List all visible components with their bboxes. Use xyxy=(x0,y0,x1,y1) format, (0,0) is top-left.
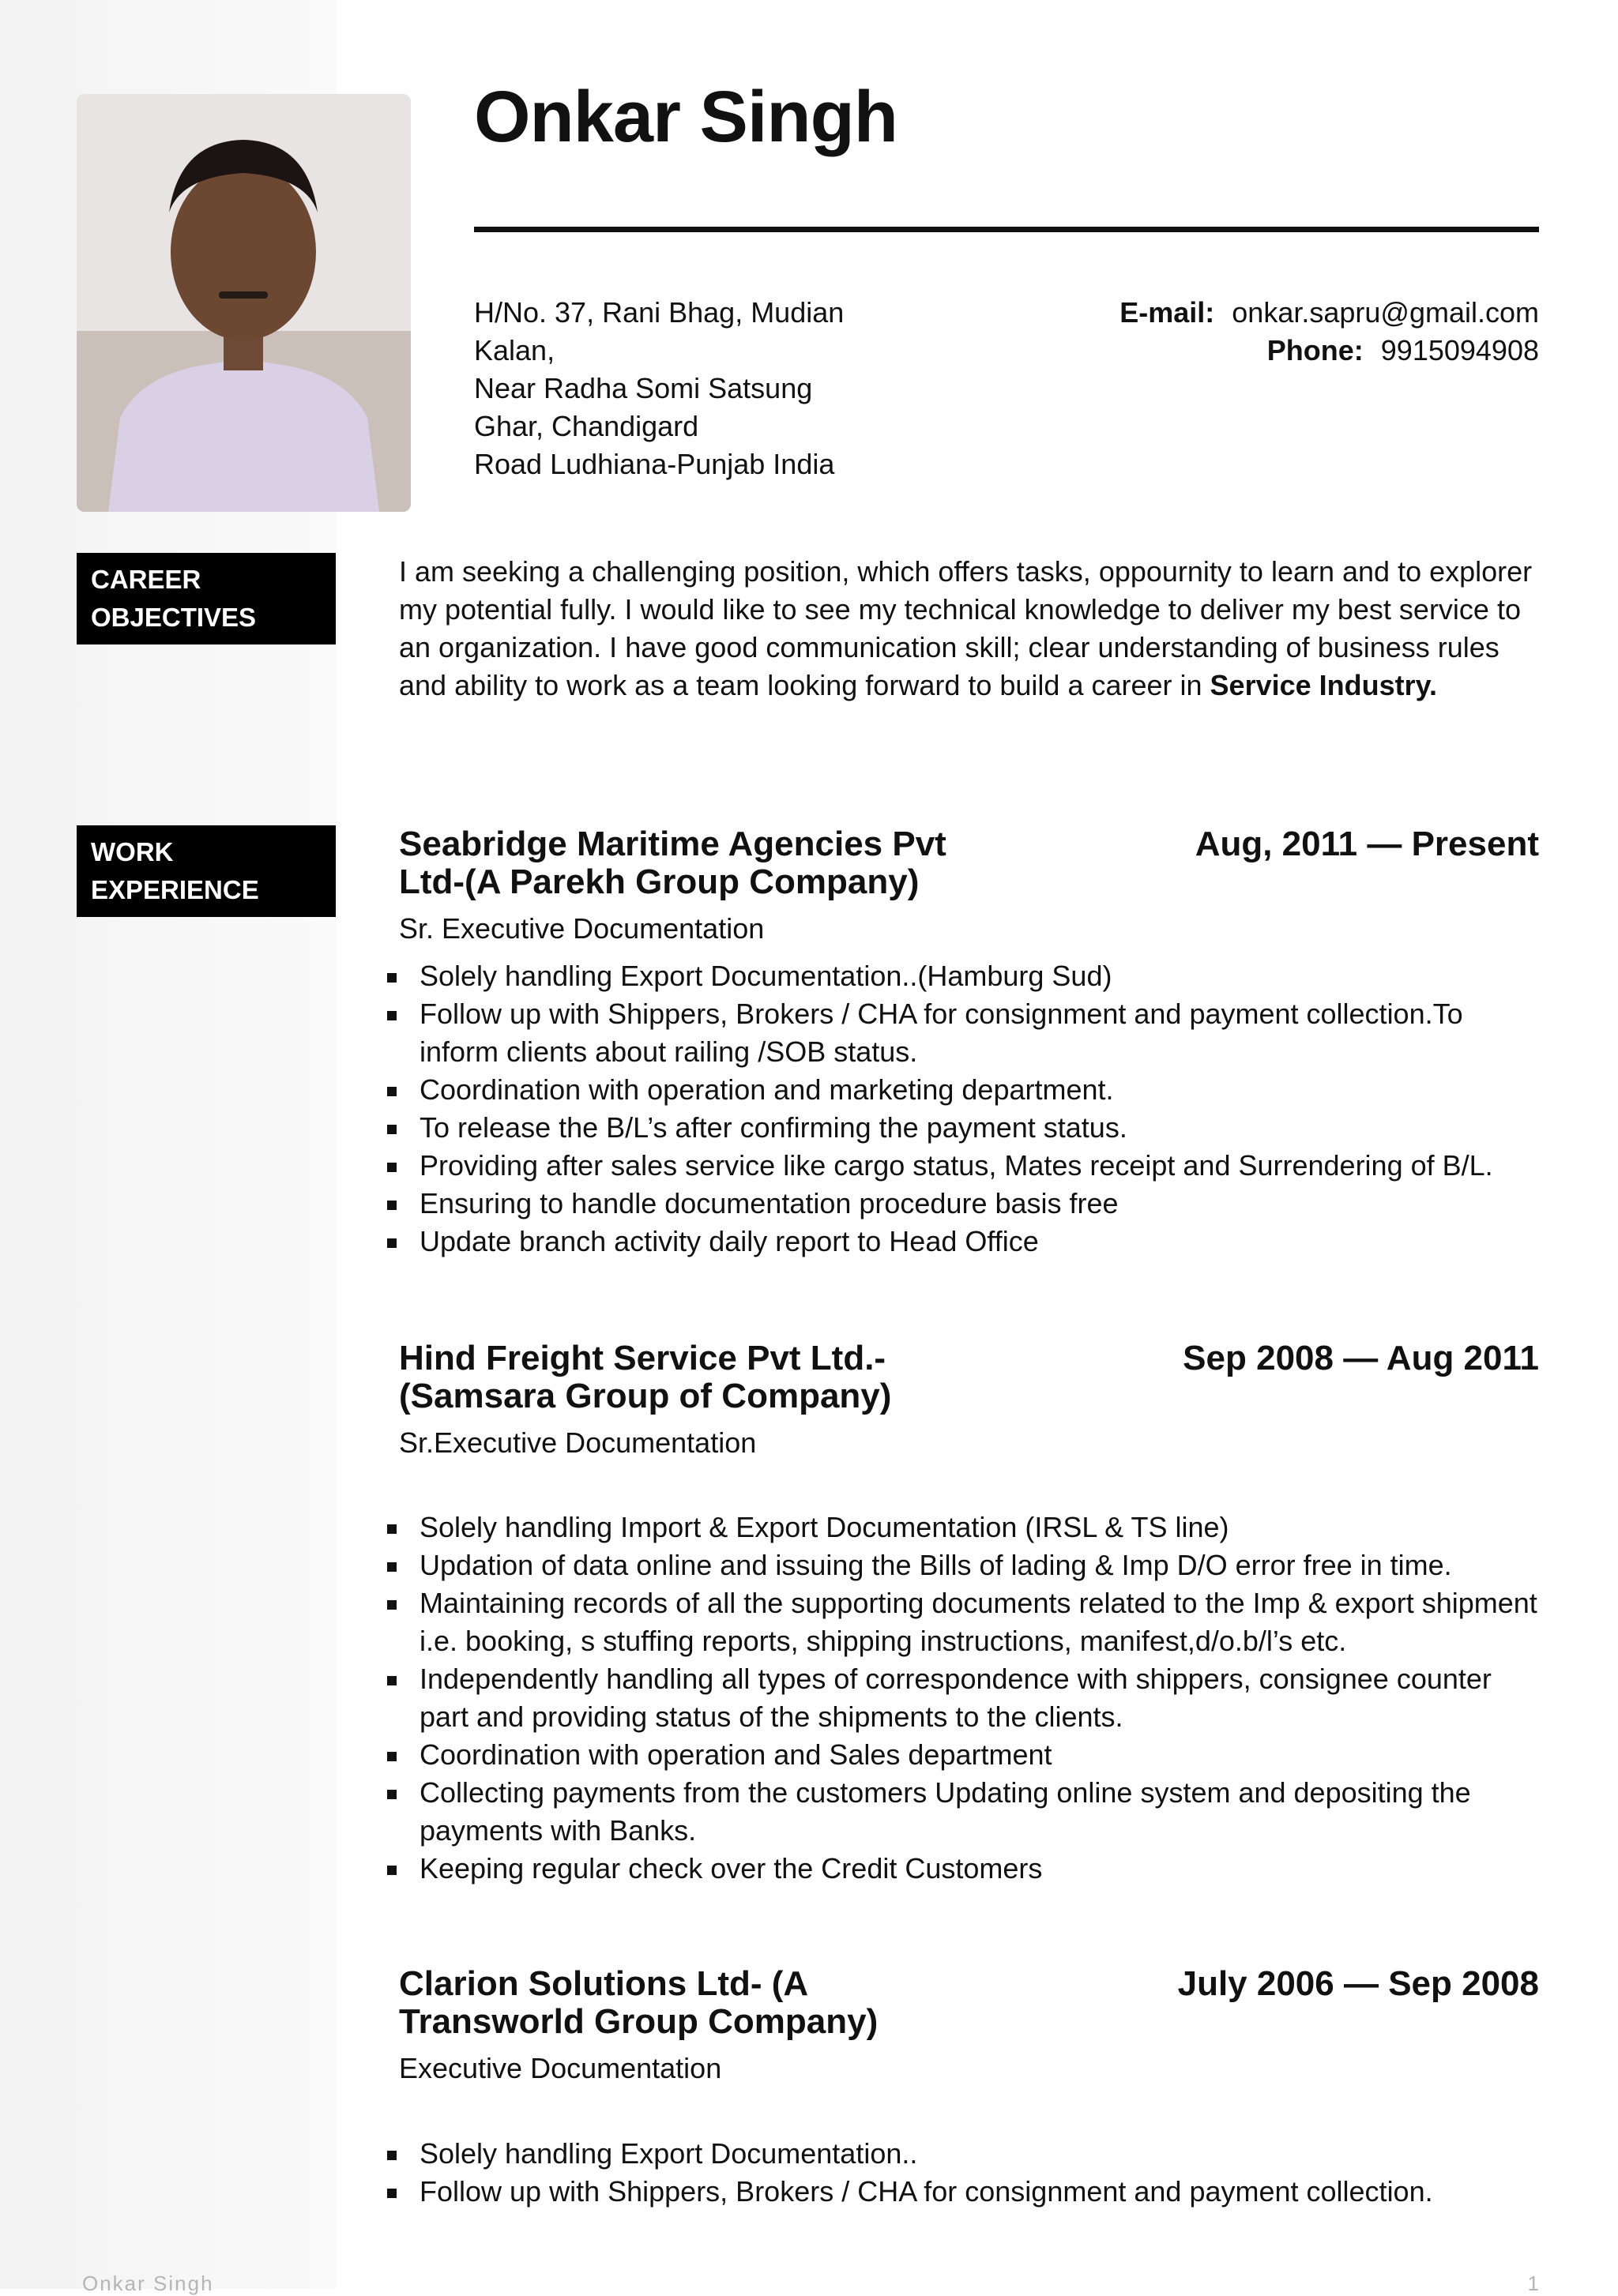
list-item: Follow up with Shippers, Brokers / CHA for consignment and payment collection. xyxy=(387,2173,1541,2211)
address-line: Ghar, Chandigard xyxy=(474,410,699,442)
candidate-name: Onkar Singh xyxy=(474,77,897,157)
name-divider xyxy=(474,227,1539,232)
job-duties-list xyxy=(387,957,1541,1261)
address-line: H/No. 37, Rani Bhag, Mudian xyxy=(474,296,845,329)
job-header xyxy=(399,825,1539,901)
address-block xyxy=(474,294,885,483)
footer-name: Onkar Singh xyxy=(82,2272,214,2295)
contact-block xyxy=(1049,294,1539,370)
company-name: Seabridge Maritime Agencies Pvt Ltd-(A Parekh Group Company) xyxy=(399,825,946,901)
list-item: Independently handling all types of correspondence with shippers, consignee counter part and providing status of the shipments to the clients. xyxy=(387,1660,1541,1736)
job-header xyxy=(399,1340,1539,1415)
list-item: To release the B/L’s after confirming the payment status. xyxy=(387,1109,1541,1147)
list-item: Collecting payments from the customers Updating online system and depositing the payments with Banks. xyxy=(387,1774,1541,1850)
email-label: E-mail: xyxy=(1119,296,1215,329)
job-title: Executive Documentation xyxy=(399,2052,722,2084)
company-name: Hind Freight Service Pvt Ltd.- (Samsara Group of Company) xyxy=(399,1339,892,1415)
job-title: Sr.Executive Documentation xyxy=(399,1426,757,1459)
page-number: 1 xyxy=(1527,2272,1539,2295)
phone-label: Phone: xyxy=(1266,334,1364,366)
list-item: Updation of data online and issuing the Bills of lading & Imp D/O error free in time. xyxy=(387,1546,1541,1584)
list-item: Ensuring to handle documentation procedure basis free xyxy=(387,1185,1541,1223)
job-dates: Aug, 2011 — Present xyxy=(1195,825,1539,863)
profile-photo xyxy=(77,94,411,512)
job-header xyxy=(399,1965,1539,2041)
career-objectives-label: CAREER OBJECTIVES xyxy=(77,553,336,644)
address-line: Road Ludhiana-Punjab India xyxy=(474,448,835,480)
phone-value: 9915094908 xyxy=(1380,334,1539,366)
company-name: Clarion Solutions Ltd- (A Transworld Group Company) xyxy=(399,1964,879,2041)
job-dates: Sep 2008 — Aug 2011 xyxy=(1183,1339,1539,1377)
career-objectives-text: I am seeking a challenging position, which offers tasks, oppournity to learn and to explorer my potential fully. I would like to see my technical knowledge to deliver my best service to an organization. I have good communication skill; clear understanding of business rules and ability to work as a team looking forward to build a career in Service Industry. xyxy=(399,555,1533,701)
address-line: Near Radha Somi Satsung xyxy=(474,372,813,404)
list-item: Maintaining records of all the supporting documents related to the Imp & export shipment i.e. booking, s stuffing reports, shipping instructions, manifest,d/o.b/l’s etc. xyxy=(387,1584,1541,1660)
email-value: onkar.sapru@gmail.com xyxy=(1232,296,1539,329)
list-item: Solely handling Export Documentation.. xyxy=(387,2135,1541,2173)
job-duties-list xyxy=(387,1509,1541,1888)
address-line: Kalan, xyxy=(474,334,555,366)
list-item: Solely handling Export Documentation..(Hamburg Sud) xyxy=(387,957,1541,995)
list-item: Keeping regular check over the Credit Customers xyxy=(387,1850,1541,1888)
list-item: Providing after sales service like cargo status, Mates receipt and Surrendering of B/L. xyxy=(387,1147,1541,1185)
list-item: Solely handling Import & Export Documentation (IRSL & TS line) xyxy=(387,1509,1541,1546)
job-duties-list xyxy=(387,2135,1541,2211)
career-objectives-emphasis: Service Industry. xyxy=(1210,669,1438,701)
job-dates: July 2006 — Sep 2008 xyxy=(1177,1964,1539,2003)
list-item: Coordination with operation and Sales department xyxy=(387,1736,1541,1774)
list-item: Follow up with Shippers, Brokers / CHA for consignment and payment collection.To inform clients about railing /SOB status. xyxy=(387,995,1541,1071)
list-item: Update branch activity daily report to Head Office xyxy=(387,1223,1541,1261)
job-title: Sr. Executive Documentation xyxy=(399,912,765,945)
work-experience-label: WORK EXPERIENCE xyxy=(77,825,336,917)
list-item: Coordination with operation and marketing department. xyxy=(387,1071,1541,1109)
